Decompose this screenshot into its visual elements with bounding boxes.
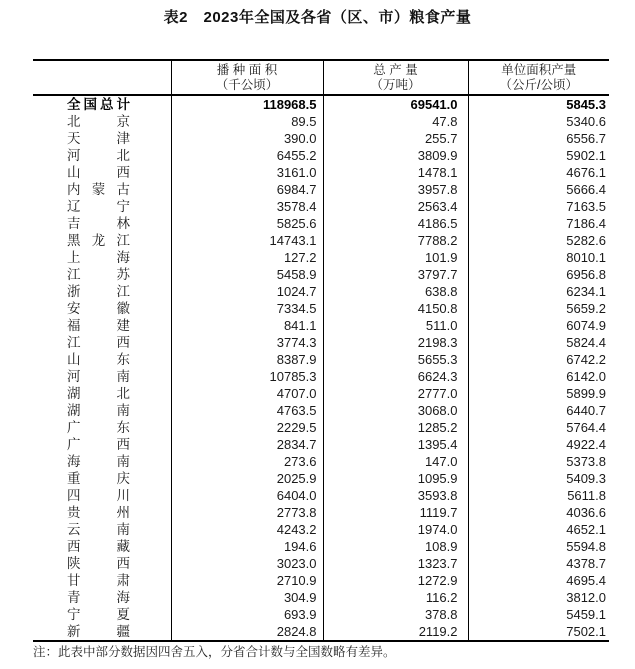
row-label: 河 北 (67, 148, 130, 163)
row-value: 3797.7 (323, 266, 468, 283)
table-row (33, 266, 609, 283)
table-row (33, 436, 609, 453)
row-label: 内 蒙 古 (67, 182, 130, 197)
row-value: 3774.3 (171, 334, 323, 351)
row-value: 6440.7 (468, 402, 609, 419)
row-label: 重 庆 (67, 471, 130, 486)
row-label: 新 疆 (67, 624, 130, 639)
row-value: 6074.9 (468, 317, 609, 334)
row-value: 4763.5 (171, 402, 323, 419)
row-value: 2563.4 (323, 198, 468, 215)
row-value: 1395.4 (323, 436, 468, 453)
row-label: 甘 肃 (67, 573, 130, 588)
table-row (33, 538, 609, 555)
row-value: 3578.4 (171, 198, 323, 215)
row-value: 6142.0 (468, 368, 609, 385)
table-row (33, 470, 609, 487)
row-value: 7788.2 (323, 232, 468, 249)
row-value: 116.2 (323, 589, 468, 606)
table-row (33, 606, 609, 623)
table-row (33, 419, 609, 436)
row-value: 10785.3 (171, 368, 323, 385)
row-value: 3593.8 (323, 487, 468, 504)
row-value: 4150.8 (323, 300, 468, 317)
row-value: 4243.2 (171, 521, 323, 538)
row-label: 海 南 (67, 454, 130, 469)
table-row (33, 249, 609, 266)
row-label: 湖 北 (67, 386, 130, 401)
row-value: 4676.1 (468, 164, 609, 181)
row-value: 101.9 (323, 249, 468, 266)
row-label: 云 南 (67, 522, 130, 537)
row-value: 1974.0 (323, 521, 468, 538)
table-body (33, 95, 609, 641)
row-value: 304.9 (171, 589, 323, 606)
col-header-sown-area-unit: （千公顷） (215, 77, 279, 92)
row-value: 5340.6 (468, 113, 609, 130)
row-value: 1478.1 (323, 164, 468, 181)
row-value: 5373.8 (468, 453, 609, 470)
row-value: 194.6 (171, 538, 323, 555)
row-value: 6956.8 (468, 266, 609, 283)
row-label: 宁 夏 (67, 607, 130, 622)
row-label: 浙 江 (67, 284, 130, 299)
row-label: 湖 南 (67, 403, 130, 418)
table-row (33, 487, 609, 504)
row-value: 3161.0 (171, 164, 323, 181)
row-value: 5824.4 (468, 334, 609, 351)
table-row (33, 623, 609, 641)
row-value: 3068.0 (323, 402, 468, 419)
row-value: 2777.0 (323, 385, 468, 402)
row-value: 2710.9 (171, 572, 323, 589)
row-value: 3812.0 (468, 589, 609, 606)
row-label: 江 西 (67, 335, 130, 350)
grain-table (33, 59, 609, 642)
row-value: 89.5 (171, 113, 323, 130)
row-value: 7334.5 (171, 300, 323, 317)
row-label: 河 南 (67, 369, 130, 384)
col-header-sown-area (171, 60, 323, 95)
row-value: 5282.6 (468, 232, 609, 249)
row-value: 6624.3 (323, 368, 468, 385)
row-value: 1285.2 (323, 419, 468, 436)
row-value: 4036.6 (468, 504, 609, 521)
row-label: 广 西 (67, 437, 130, 452)
row-value: 108.9 (323, 538, 468, 555)
table-row (33, 334, 609, 351)
row-value: 2119.2 (323, 623, 468, 641)
col-header-region (33, 60, 171, 95)
row-value: 273.6 (171, 453, 323, 470)
row-value: 4695.4 (468, 572, 609, 589)
row-label: 安 徽 (67, 301, 130, 316)
row-value: 5458.9 (171, 266, 323, 283)
row-value: 2229.5 (171, 419, 323, 436)
col-header-output-unit: （万吨） (370, 77, 421, 92)
row-value: 8387.9 (171, 351, 323, 368)
table-row (33, 300, 609, 317)
row-label: 福 建 (67, 318, 130, 333)
table-row (33, 130, 609, 147)
row-value: 4378.7 (468, 555, 609, 572)
row-value: 69541.0 (323, 95, 468, 113)
row-value: 1272.9 (323, 572, 468, 589)
row-label: 四 川 (67, 488, 130, 503)
row-value: 6455.2 (171, 147, 323, 164)
row-value: 1024.7 (171, 283, 323, 300)
row-value: 5611.8 (468, 487, 609, 504)
row-value: 3809.9 (323, 147, 468, 164)
row-value: 638.8 (323, 283, 468, 300)
header-row (33, 60, 609, 95)
row-value: 5825.6 (171, 215, 323, 232)
row-value: 693.9 (171, 606, 323, 623)
row-value: 5902.1 (468, 147, 609, 164)
table-row (33, 147, 609, 164)
row-label: 北 京 (67, 114, 130, 129)
table-row (33, 402, 609, 419)
row-label: 陕 西 (67, 556, 130, 571)
row-value: 147.0 (323, 453, 468, 470)
row-label: 青 海 (67, 590, 130, 605)
footnote: 注：此表中部分数据因四舍五入，分省合计数与全国数略有差异。 (33, 645, 396, 659)
row-value: 2773.8 (171, 504, 323, 521)
table-row (33, 555, 609, 572)
table-row (33, 113, 609, 130)
row-value: 1119.7 (323, 504, 468, 521)
table-row (33, 317, 609, 334)
row-value: 5666.4 (468, 181, 609, 198)
table-row (33, 95, 609, 113)
table-row (33, 164, 609, 181)
row-label: 贵 州 (67, 505, 130, 520)
row-value: 5594.8 (468, 538, 609, 555)
row-label: 天 津 (67, 131, 130, 146)
row-value: 7163.5 (468, 198, 609, 215)
row-value: 4652.1 (468, 521, 609, 538)
row-value: 841.1 (171, 317, 323, 334)
row-value: 47.8 (323, 113, 468, 130)
row-value: 127.2 (171, 249, 323, 266)
table-row (33, 521, 609, 538)
row-value: 7186.4 (468, 215, 609, 232)
table-row (33, 215, 609, 232)
row-value: 6404.0 (171, 487, 323, 504)
table-row (33, 572, 609, 589)
col-header-yield-label: 单位面积产量 (501, 62, 577, 77)
table-header (33, 60, 609, 95)
row-value: 4707.0 (171, 385, 323, 402)
row-value: 5655.3 (323, 351, 468, 368)
row-value: 1323.7 (323, 555, 468, 572)
col-header-output (323, 60, 468, 95)
row-label: 江 苏 (67, 267, 130, 282)
row-label: 山 东 (67, 352, 130, 367)
row-value: 7502.1 (468, 623, 609, 641)
row-value: 5845.3 (468, 95, 609, 113)
row-value: 4922.4 (468, 436, 609, 453)
row-value: 6556.7 (468, 130, 609, 147)
row-label: 广 东 (67, 420, 130, 435)
table-row (33, 198, 609, 215)
col-header-sown-area-label: 播 种 面 积 (216, 62, 278, 77)
row-value: 2025.9 (171, 470, 323, 487)
row-label: 全 国 总 计 (67, 97, 130, 112)
row-label: 黑 龙 江 (67, 233, 130, 248)
row-value: 8010.1 (468, 249, 609, 266)
row-value: 5764.4 (468, 419, 609, 436)
row-value: 2824.8 (171, 623, 323, 641)
row-value: 3957.8 (323, 181, 468, 198)
row-value: 118968.5 (171, 95, 323, 113)
row-value: 3023.0 (171, 555, 323, 572)
page-title: 表2 2023年全国及各省（区、市）粮食产量 (163, 9, 472, 26)
row-value: 1095.9 (323, 470, 468, 487)
row-label: 山 西 (67, 165, 130, 180)
row-value: 4186.5 (323, 215, 468, 232)
table-row (33, 351, 609, 368)
row-value: 390.0 (171, 130, 323, 147)
row-value: 5459.1 (468, 606, 609, 623)
col-header-yield-unit: （公斤/公顷） (499, 77, 578, 92)
row-value: 5659.2 (468, 300, 609, 317)
row-label: 辽 宁 (67, 199, 130, 214)
row-label: 吉 林 (67, 216, 130, 231)
row-label: 西 藏 (67, 539, 130, 554)
table-row (33, 504, 609, 521)
table-row (33, 283, 609, 300)
table-row (33, 589, 609, 606)
col-header-output-label: 总 产 量 (373, 62, 418, 77)
table-row (33, 181, 609, 198)
row-value: 6234.1 (468, 283, 609, 300)
table-row (33, 368, 609, 385)
row-value: 6984.7 (171, 181, 323, 198)
row-value: 14743.1 (171, 232, 323, 249)
row-value: 378.8 (323, 606, 468, 623)
col-header-yield (468, 60, 609, 95)
row-value: 2834.7 (171, 436, 323, 453)
row-value: 511.0 (323, 317, 468, 334)
table-row (33, 385, 609, 402)
row-label: 上 海 (67, 250, 130, 265)
table-row (33, 232, 609, 249)
row-value: 5409.3 (468, 470, 609, 487)
row-value: 2198.3 (323, 334, 468, 351)
table-row (33, 453, 609, 470)
row-value: 5899.9 (468, 385, 609, 402)
row-value: 6742.2 (468, 351, 609, 368)
grain-table-wrapper (33, 59, 609, 642)
row-value: 255.7 (323, 130, 468, 147)
